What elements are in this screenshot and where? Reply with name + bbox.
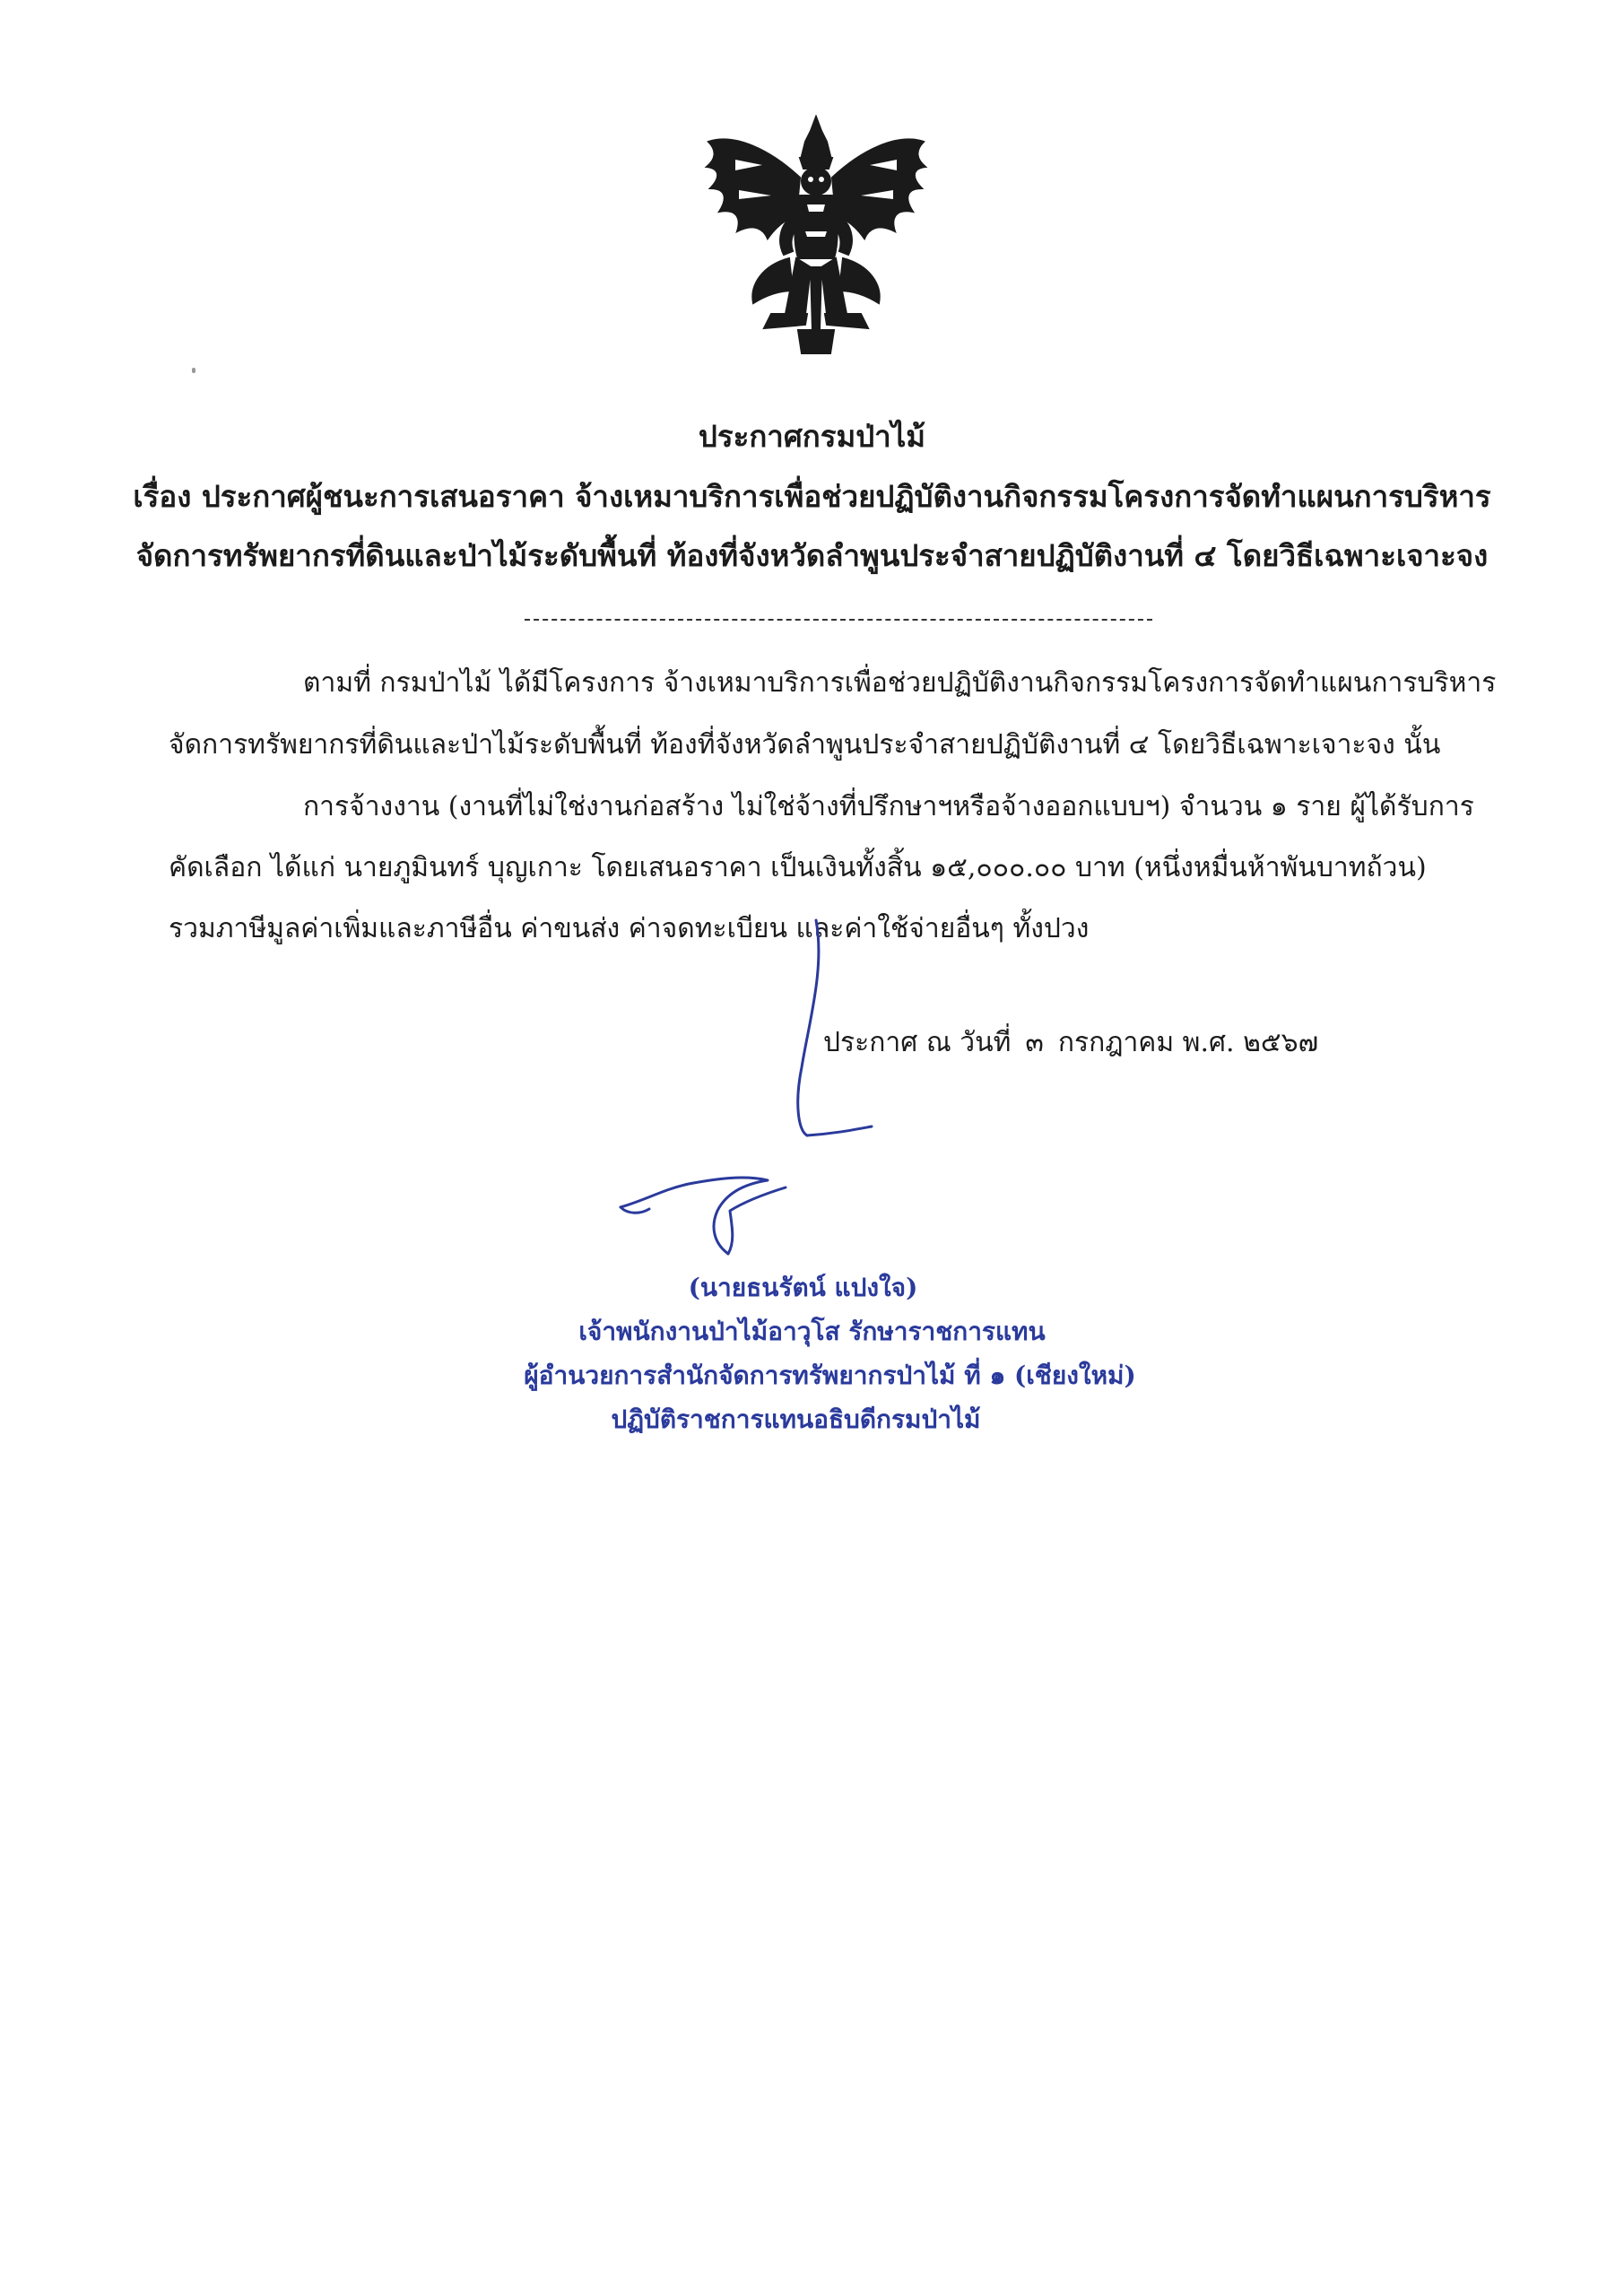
body-line-4: คัดเลือก ได้แก่ นายภูมินทร์ บุญเกาะ โดยเสนอราคา เป็นเงินทั้งสิ้น ๑๕,๐๐๐.๐๐ บาท (หนึ่งหมื่นห้าพันบาทถ้วน) (169, 852, 1427, 883)
body-line-5: รวมภาษีมูลค่าเพิ่มและภาษีอื่น ค่าขนส่ง ค่าจดทะเบียน และค่าใช้จ่ายอื่นๆ ทั้งปวง (169, 913, 1090, 944)
body-line-2: จัดการทรัพยากรที่ดินและป่าไม้ระดับพื้นที่ ท้องที่จังหวัดลำพูนประจำสายปฏิบัติงานที่ ๔ โดยวิธีเฉพาะเจาะจง นั้น (169, 729, 1441, 761)
signer-name: (นายธนรัตน์ แปงใจ) (688, 1273, 918, 1302)
garuda-emblem-icon (699, 115, 933, 357)
handwritten-signature (610, 915, 897, 1274)
separator-line (525, 619, 1152, 621)
scan-speck (192, 368, 195, 373)
announcement-day: ๓ (1025, 1027, 1044, 1058)
announcement-month-year: กรกฎาคม พ.ศ. ๒๕๖๗ (1057, 1027, 1319, 1058)
subject-line-2: จัดการทรัพยากรที่ดินและป่าไม้ระดับพื้นที่ ท้องที่จังหวัดลำพูนประจำสายปฏิบัติงานที่ ๔ โดยวิธีเฉพาะเจาะจง (135, 538, 1489, 573)
announcement-date (823, 1025, 1318, 1061)
document-title: ประกาศกรมป่าไม้ (698, 419, 926, 454)
signer-position-2: ผู้อำนวยการสำนักจัดการทรัพยากรป่าไม้ ที่ ๑ (เชียงใหม่) (524, 1361, 1136, 1390)
announcement-prefix: ประกาศ ณ วันที่ (823, 1027, 1012, 1058)
subject-line-1: เรื่อง ประกาศผู้ชนะการเสนอราคา จ้างเหมาบริการเพื่อช่วยปฏิบัติงานกิจกรรมโครงการจัดทำแผนการบริหาร (133, 479, 1491, 514)
signer-position-3: ปฏิบัติราชการแทนอธิบดีกรมป่าไม้ (611, 1405, 981, 1434)
body-line-1: ตามที่ กรมป่าไม้ ได้มีโครงการ จ้างเหมาบริการเพื่อช่วยปฏิบัติงานกิจกรรมโครงการจัดทำแผนการบริหาร (303, 667, 1497, 699)
body-line-3: การจ้างงาน (งานที่ไม่ใช่งานก่อสร้าง ไม่ใช่จ้างที่ปรึกษาฯหรือจ้างออกแบบฯ) จำนวน ๑ ราย ผู้ได้รับการ (303, 791, 1474, 822)
signer-position-1: เจ้าพนักงานป่าไม้อาวุโส รักษาราชการแทน (578, 1317, 1046, 1346)
